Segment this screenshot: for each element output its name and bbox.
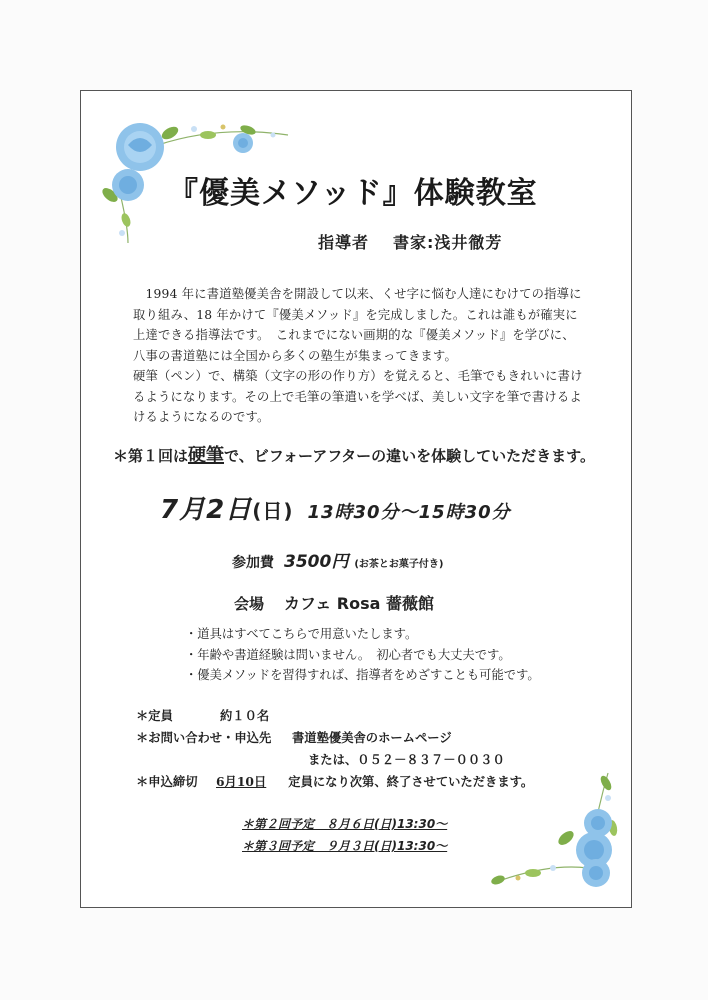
fee-amount: 3500円 [284,552,349,572]
intro-line: 八事の書道塾には全国から多くの塾生が集まってきます。 [133,348,457,363]
fee-line [232,547,443,572]
list-item: ・優美メソッドを習得すれば、指導者をめざすことも可能です。 [185,668,540,682]
intro-line: 取り組み、18 年かけて『優美メソッド』を完成しました。これは誰もが確実に [133,307,578,322]
venue-line [234,591,434,614]
intro-line: るようになります。その上で毛筆の筆遣いを学べば、美しい文字を筆で書けるよ [133,389,582,404]
list-item: ・年齢や書道経験は問いません。 初心者でも大丈夫です。 [185,647,511,662]
first-session-prefix: ＊第１回は [113,447,189,465]
intro-paragraph [133,284,603,428]
deadline-label: ＊申込締切 [136,774,198,789]
capacity-value: 約１０名 [220,708,270,723]
instructor-line [318,230,502,253]
event-date [160,489,511,526]
capacity-label: ＊定員 [136,708,173,723]
fee-note: (お茶とお菓子付き) [354,559,444,570]
contact-label: ＊お問い合わせ・申込先 [136,730,272,745]
capacity-row [136,705,533,727]
deadline-row [136,771,533,793]
contact-row [136,727,533,749]
intro-line: 上達できる指導法です。 これまでにない画期的な『優美メソッド』を学びに、 [133,328,575,342]
bullet-list [185,624,540,686]
deadline-date: 6月10日 [216,774,267,789]
contact-value: 書道塾優美舎のホームページ [292,730,452,745]
intro-line: けるようになるのです。 [133,410,270,424]
venue-label: 会場 [234,595,265,613]
deadline-note: 定員になり次第、終了させていただきます。 [288,774,534,789]
info-block [136,705,533,793]
intro-line: 1994 年に書道塾優美舎を開設して以来、くせ字に悩む人達にむけての指導に [133,287,582,301]
first-session-emphasis: 硬筆 [188,445,225,466]
intro-line: 硬筆（ペン）で、構築（文字の形の作り方）を覚えると、毛筆でもきれいに書け [133,369,583,383]
date-weekday: (日) [252,499,294,523]
contact-phone-row [136,749,533,771]
list-item: ＊第３回予定 ９月３日(日)13:30～ [242,839,448,853]
date-month-day: 7月2日 [160,495,253,525]
page-title: 『優美メソッド』体験教室 [168,176,538,211]
instructor-role: 指導者 [318,233,370,252]
first-session-suffix: で、ビフォーアフターの違いを体験していただきます。 [224,447,595,465]
future-sessions [242,813,447,857]
fee-label: 参加費 [232,555,274,571]
venue-name: カフェ Rosa 薔薇館 [284,594,434,613]
list-item: ・道具はすべてこちらで用意いたします。 [185,627,418,641]
first-session-note [113,441,595,467]
list-item: ＊第２回予定 ８月６日(日)13:30～ [242,817,448,831]
contact-phone: または、０５２－８３７－００３０ [308,752,505,767]
date-time: 13時30分～15時30分 [307,502,511,523]
instructor-name: 書家:浅井徹芳 [393,233,503,252]
